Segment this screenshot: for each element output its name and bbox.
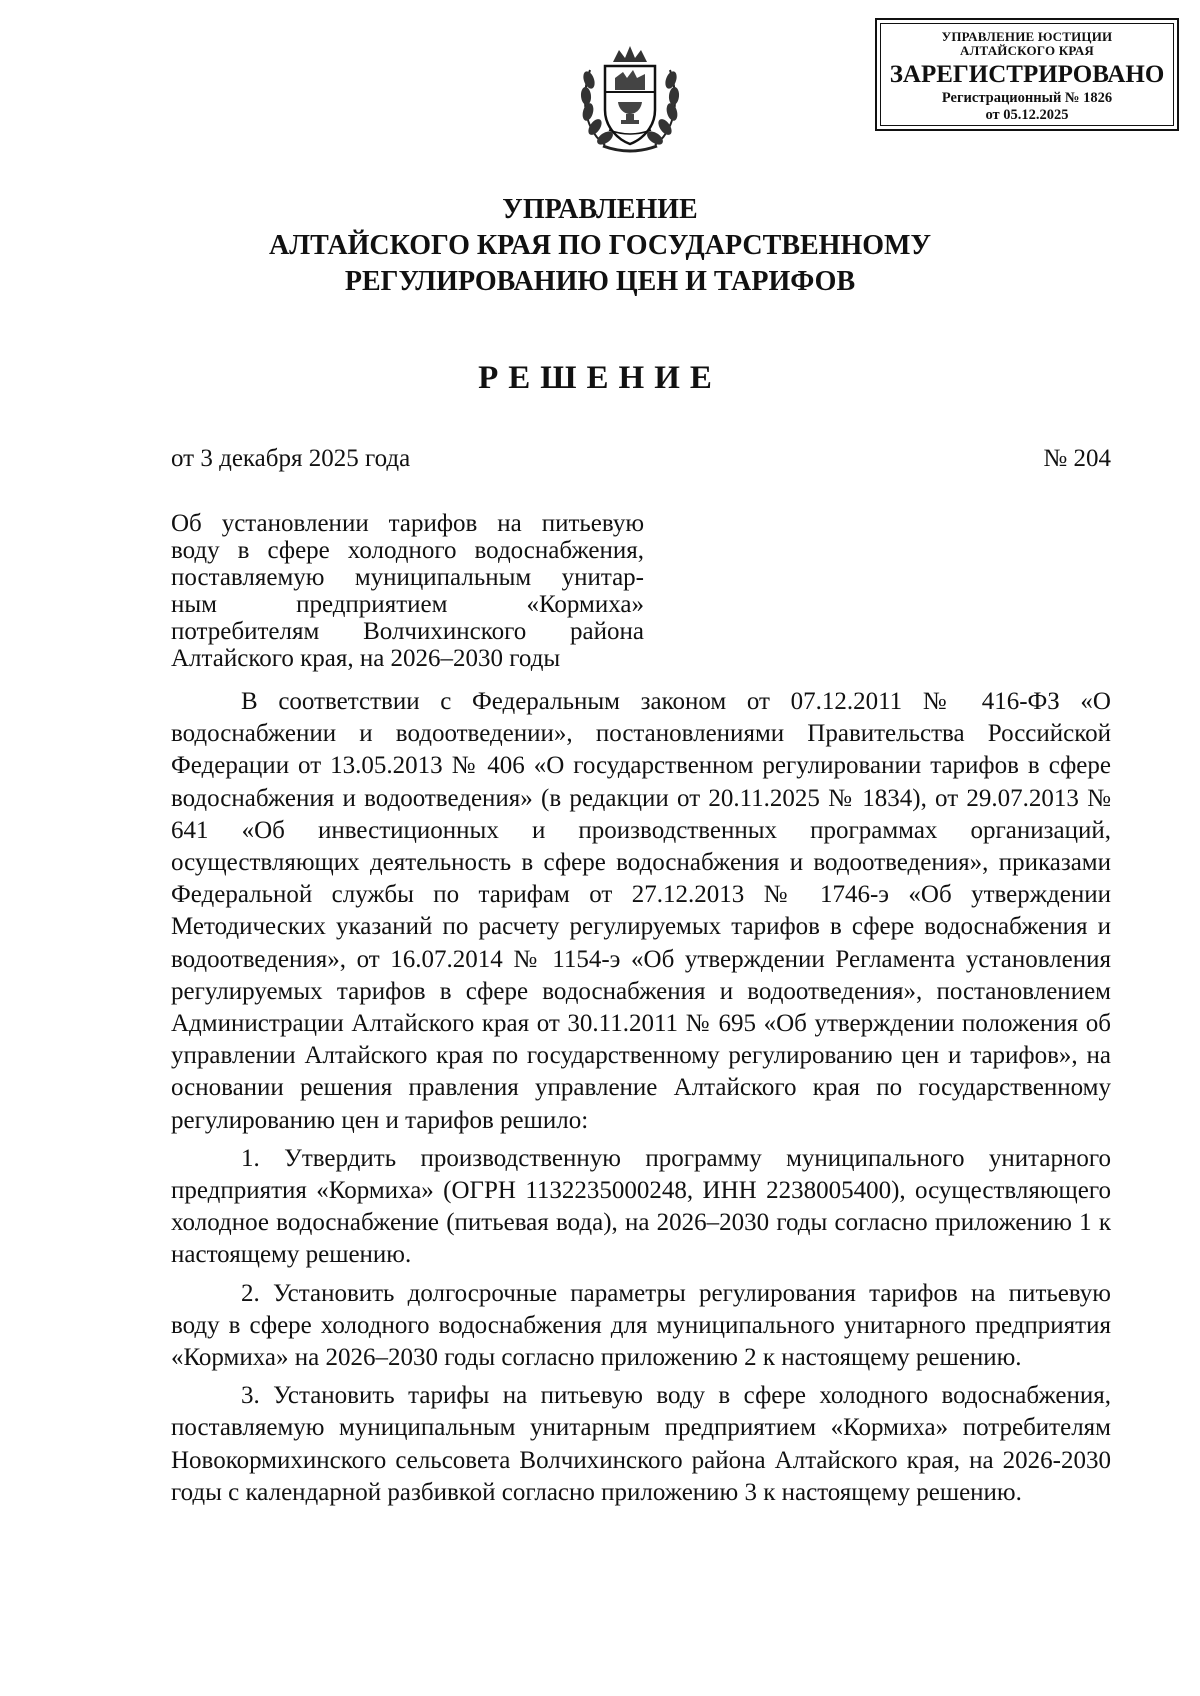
stamp-frame [880,23,1174,126]
document-number: № 204 [1043,445,1111,472]
registration-stamp [875,18,1179,131]
document-subject [171,510,644,672]
preamble-paragraph: В соответствии с Федеральным законом от 07.12.2011 № 416-ФЗ «О водоснабжении и водоотведении», постановлениями Правительства Российской Федерации от 13.05.2013 № 406 «О государственном регулировании тарифов в сфере водоснабжения и водоотведения» (в редакции от 20.11.2025 № 1834), от 29.07.2013 № 641 «Об инвестиционных и производственных программах организаций, осуществляющих деятельность в сфере водоснабжения и водоотведения», приказами Федеральной службы по тарифам от 27.12.2013 № 1746-э «Об утверждении Методических указаний по расчету регулируемых тарифов в сфере водоснабжения и водоотведения», от 16.07.2014 № 1154-э «Об утверждении Регламента установления регулируемых тарифов в сфере водоснабжения и водоотведения», постановлением Администрации Алтайского края от 30.11.2011 № 695 «Об утверждении положения об управлении Алтайского края по государственному регулированию цен и тарифов», на основании решения правления управление Алтайского края по государственному регулированию цен и тарифов решило: [171,688,1111,1134]
document-body [171,686,1111,1509]
agency-name [200,192,1000,300]
agency-line3: РЕГУЛИРОВАНИЮ ЦЕН И ТАРИФОВ [344,266,856,297]
stamp-reg-date: от 05.12.2025 [985,107,1069,123]
decision-item-2: 2. Установить долгосрочные параметры регулирования тарифов на питьевую воду в сфере холодного водоснабжения для муниципального унитарного предприятия «Кормиха» на 2026–2030 годы согласно приложению 2 к настоящему решению. [171,1279,1111,1372]
altai-krai-coat-of-arms-icon [575,40,685,158]
agency-line1: УПРАВЛЕНИЕ [502,194,698,225]
agency-line2: АЛТАЙСКОГО КРАЯ ПО ГОСУДАРСТВЕННОМУ [269,230,931,261]
subject-line: воду в сфере холодного водоснабжения, [171,537,644,564]
document-date: от 3 декабря 2025 года [171,445,411,472]
stamp-status: ЗАРЕГИСТРИРОВАНО [889,61,1165,88]
subject-line: Об установлении тарифов на питьевую [171,510,644,537]
subject-line: поставляемую муниципальным унитар- [171,564,644,591]
decision-item-1: 1. Утвердить производственную программу муниципального унитарного предприятия «Кормиха» (ОГРН 1132235000248, ИНН 2238005400), осуществляющего холодное водоснабжение (питьевая вода), на 2026–2030 годы согласно приложению 1 к настоящему решению. [171,1144,1111,1269]
stamp-reg-number: Регистрационный № 1826 [941,90,1113,106]
decision-item-3: 3. Установить тарифы на питьевую воду в сфере холодного водоснабжения, поставляемую муниципальным унитарным предприятием «Кормиха» потребителям Новокормихинского сельсовета Волчихинского района Алтайского края, на 2026-2030 годы с календарной разбивкой согласно приложению 3 к настоящему решению. [171,1382,1111,1506]
subject-line: потребителям Волчихинского района [171,618,644,645]
stamp-org-line1: УПРАВЛЕНИЕ ЮСТИЦИИ [941,29,1113,44]
stamp-org-line2: АЛТАЙСКОГО КРАЯ [960,43,1094,58]
document-type-title: РЕШЕНИЕ [478,360,722,396]
subject-line: Алтайского края, на 2026–2030 годы [171,645,561,672]
subject-line: ным предприятием «Кормиха» [171,591,644,618]
